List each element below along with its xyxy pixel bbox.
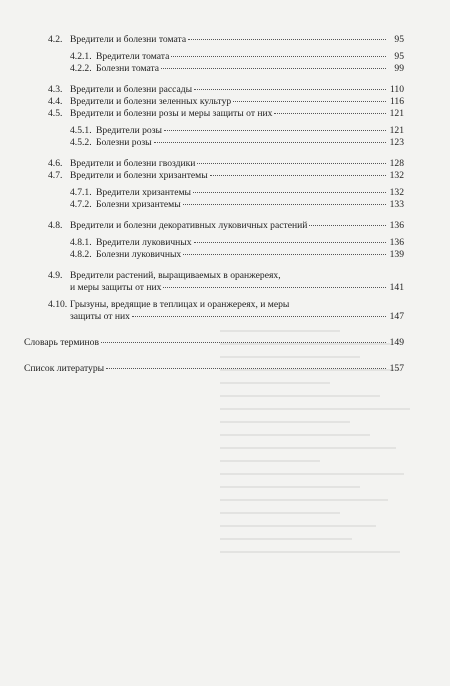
toc-entry-number: 4.6.: [48, 158, 63, 169]
toc-entry-title: Вредители луковичных: [96, 237, 192, 248]
dot-leader: [210, 175, 386, 176]
toc-entry-number: 4.2.2.: [70, 63, 92, 74]
toc-entry-page: 132: [389, 170, 404, 181]
dot-leader: [132, 316, 386, 317]
dot-leader: [164, 130, 386, 131]
dot-leader: [197, 163, 386, 164]
toc-entry[interactable]: [0, 270, 404, 294]
toc-entry-title-line2: и меры защиты от них: [70, 282, 162, 293]
toc-entry-title-line1: Грызуны, вредящие в теплицах и оранжереях, и меры: [70, 299, 290, 310]
toc-entry-number: 4.8.: [48, 220, 63, 231]
toc-subentry[interactable]: [0, 125, 404, 137]
toc-entry-page: 147: [389, 311, 404, 322]
toc-entry-glossary[interactable]: [0, 337, 404, 349]
toc-entry-number: 4.8.1.: [70, 237, 92, 248]
toc-entry[interactable]: [0, 170, 404, 182]
dot-leader: [101, 342, 386, 343]
toc-entry-page: 139: [389, 249, 404, 260]
toc-entry-title: Вредители и болезни декоративных луковичных растений: [70, 220, 308, 231]
toc-entry-title: Вредители и болезни хризантемы: [70, 170, 208, 181]
toc-entry-page: 116: [389, 96, 404, 107]
dot-leader: [233, 101, 386, 102]
toc-entry-title: Вредители розы: [96, 125, 162, 136]
toc-entry-title: Вредители и болезни гвоздики: [70, 158, 196, 169]
dot-leader: [171, 56, 386, 57]
toc-entry-number: 4.4.: [48, 96, 63, 107]
toc-entry-number: 4.7.: [48, 170, 63, 181]
dot-leader: [183, 204, 386, 205]
toc-entry-page: 110: [389, 84, 404, 95]
toc-entry-page: 121: [389, 125, 404, 136]
toc-subentry[interactable]: [0, 51, 404, 63]
dot-leader: [188, 39, 386, 40]
toc-entry-number: 4.2.: [48, 34, 63, 45]
toc-subentry[interactable]: [0, 137, 404, 149]
toc-subentry[interactable]: [0, 237, 404, 249]
toc-entry[interactable]: [0, 34, 404, 46]
dot-leader: [309, 225, 386, 226]
toc-entry-number: 4.2.1.: [70, 51, 92, 62]
toc-entry[interactable]: [0, 108, 404, 120]
toc-entry-title: Болезни хризантемы: [96, 199, 181, 210]
toc-entry-title: Вредители томата: [96, 51, 170, 62]
toc-entry[interactable]: [0, 158, 404, 170]
dot-leader: [194, 242, 386, 243]
toc-entry-page: 121: [389, 108, 404, 119]
toc-entry-number: 4.8.2.: [70, 249, 92, 260]
toc-entry-number: 4.7.1.: [70, 187, 92, 198]
toc-entry-bibliography[interactable]: [0, 363, 404, 375]
toc-entry-title: Болезни томата: [96, 63, 160, 74]
toc-entry-page: 95: [394, 51, 404, 62]
toc-entry-page: 128: [389, 158, 404, 169]
dot-leader: [163, 287, 386, 288]
dot-leader: [274, 113, 386, 114]
toc-entry-page: 95: [394, 34, 404, 45]
toc-entry-title: Словарь терминов: [24, 337, 99, 348]
table-of-contents: [0, 34, 450, 375]
toc-subentry[interactable]: [0, 187, 404, 199]
toc-entry-title: Вредители и болезни зеленных культур: [70, 96, 232, 107]
toc-entry[interactable]: [0, 299, 404, 323]
toc-entry-number: 4.5.: [48, 108, 63, 119]
toc-subentry[interactable]: [0, 249, 404, 261]
toc-entry-title: Болезни луковичных: [96, 249, 182, 260]
toc-entry-number: 4.10.: [48, 299, 68, 310]
dot-leader: [194, 89, 386, 90]
toc-entry-page: 141: [389, 282, 404, 293]
toc-entry[interactable]: [0, 96, 404, 108]
toc-entry[interactable]: [0, 220, 404, 232]
toc-entry-title: Вредители и болезни томата: [70, 34, 187, 45]
dot-leader: [106, 368, 386, 369]
toc-entry-title-line1: Вредители растений, выращиваемых в оранжереях,: [70, 270, 281, 281]
toc-entry-page: 132: [389, 187, 404, 198]
toc-entry-page: 136: [389, 220, 404, 231]
toc-entry-title: Болезни розы: [96, 137, 152, 148]
toc-entry[interactable]: [0, 84, 404, 96]
dot-leader: [161, 68, 386, 69]
toc-entry-number: 4.9.: [48, 270, 63, 281]
toc-subentry[interactable]: [0, 199, 404, 211]
toc-entry-page: 123: [389, 137, 404, 148]
toc-entry-page: 149: [389, 337, 404, 348]
toc-entry-title-line2: защиты от них: [70, 311, 130, 322]
toc-entry-page: 136: [389, 237, 404, 248]
dot-leader: [183, 254, 386, 255]
toc-subentry[interactable]: [0, 63, 404, 75]
toc-entry-title: Вредители хризантемы: [96, 187, 191, 198]
toc-entry-number: 4.5.2.: [70, 137, 92, 148]
toc-entry-title: Вредители и болезни рассады: [70, 84, 193, 95]
toc-entry-page: 133: [389, 199, 404, 210]
dot-leader: [193, 192, 386, 193]
toc-entry-title: Список литературы: [24, 363, 105, 374]
toc-entry-number: 4.7.2.: [70, 199, 92, 210]
toc-entry-number: 4.3.: [48, 84, 63, 95]
show-through-text: [220, 330, 420, 630]
toc-entry-page: 99: [394, 63, 404, 74]
dot-leader: [154, 142, 386, 143]
toc-entry-title: Вредители и болезни розы и меры защиты от них: [70, 108, 273, 119]
toc-entry-number: 4.5.1.: [70, 125, 92, 136]
toc-entry-page: 157: [389, 363, 404, 374]
